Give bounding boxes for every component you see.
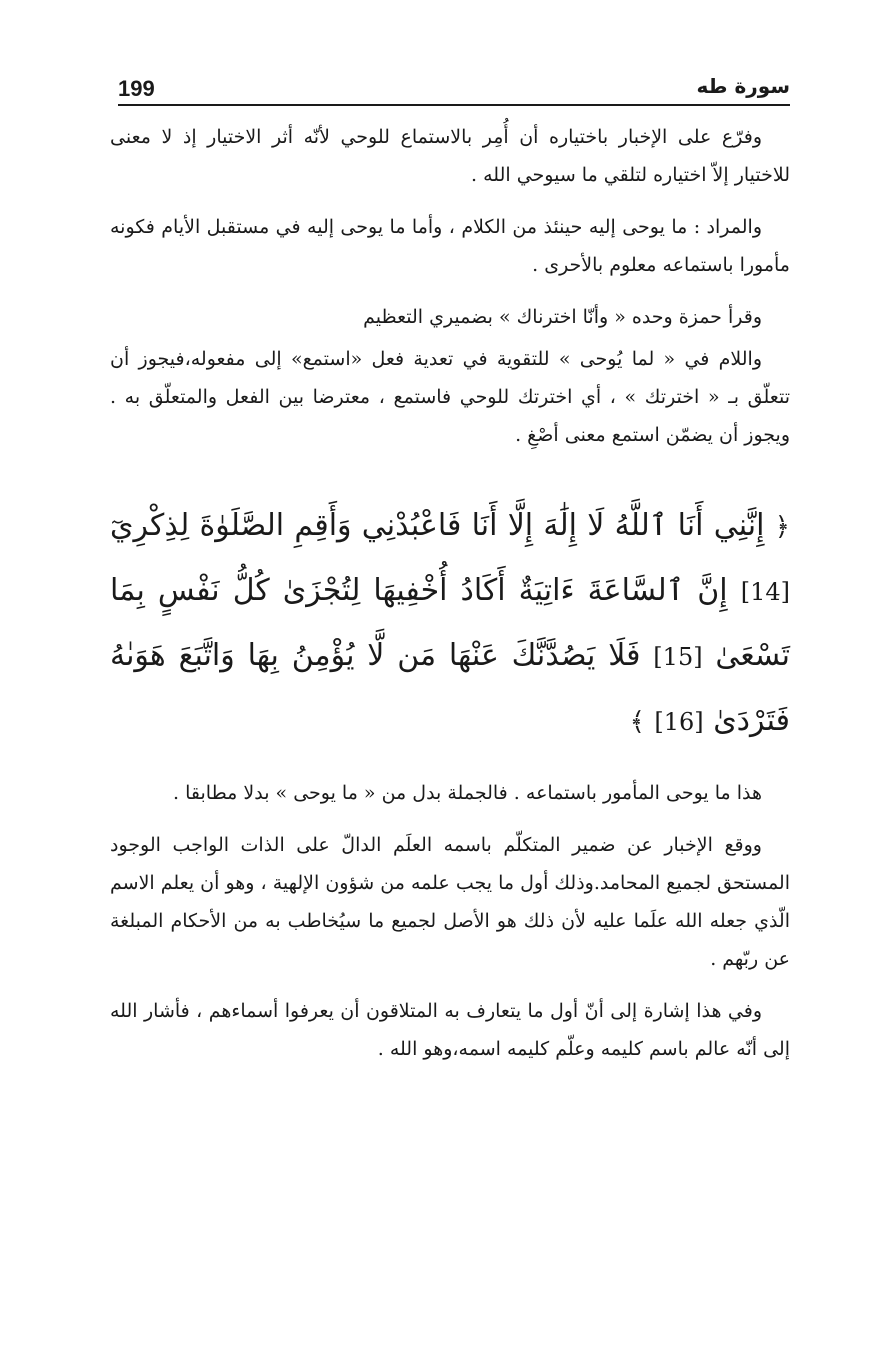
paragraph: وفي هذا إشارة إلى أنّ أول ما يتعارف به المتلاقون أن يعرفوا أسماءهم ، فأشار الله إلى أنّه عالم باسم كليمه وعلّم كليمه اسمه،وهو الله . — [110, 1000, 790, 1060]
verse-text: إِنَّ ٱلسَّاعَةَ ءَاتِيَةٌ أَكَادُ أُخْفِيهَا لِتُجْزَىٰ كُلُّ نَفْسٍ بِمَا تَسْعَىٰ — [110, 573, 791, 673]
paragraph: هذا ما يوحى المأمور باستماعه . فالجملة بدل من « ما يوحى » بدلا مطابقا . — [173, 782, 762, 804]
paragraph: ووقع الإخبار عن ضمير المتكلّم باسمه العلَم الدالّ على الذات الواجب الوجود المستحق لجميع المحامد.وذلك أول ما يجب علمه من شؤون الإلهية ، وهو أن يعلم الاسم الّذي جعله الله علَما عليه لأن ذلك هو الأصل لجميع ما سيُخاطب به من الأحكام المبلغة عن ربّهم . — [110, 834, 790, 970]
verse-number: [16] — [654, 708, 704, 736]
paragraph: واللام في « لما يُوحى » للتقوية في تعدية فعل «استمع» إلى مفعوله،فيجوز أن تتعلّق بـ « اخترتك » ، أي اخترتك للوحي فاستمع ، معترضا بين الفعل والمتعلّق به . ويجوز أن يضمّن استمع معنى أصْغِ . — [110, 348, 790, 446]
verse-number: [14] — [740, 578, 790, 606]
paragraph: وفرّع على الإخبار باختياره أن أُمِر بالاستماع للوحي لأنّه أثر الاختيار إذ لا معنى للاختيار إلاّ اختياره لتلقي ما سيوحي الله . — [110, 126, 790, 186]
header-divider — [118, 104, 790, 106]
quran-verse-block — [110, 494, 790, 754]
verse-text: فَلَا يَصُدَّنَّكَ عَنْهَا مَن لَّا يُؤْمِنُ بِهَا وَاتَّبَعَ هَوَىٰهُ فَتَرْدَىٰ — [110, 638, 790, 738]
page-header — [118, 74, 790, 102]
paragraph: وقرأ حمزة وحده « وأنّا اخترناك » بضميري التعظيم — [363, 306, 762, 328]
verse-close-brace: ﴾ — [629, 707, 645, 737]
surah-title: سورة طه — [696, 74, 790, 98]
verse-number: [15] — [653, 643, 703, 671]
page-number: 199 — [118, 76, 155, 101]
page-body — [110, 118, 790, 1068]
verse-text: إِنَّنِي أَنَا ٱللَّهُ لَا إِلَٰهَ إِلَّا أَنَا فَاعْبُدْنِي وَأَقِمِ الصَّلَوٰةَ لِذِكْرِيٓ — [110, 508, 765, 543]
paragraph: والمراد : ما يوحى إليه حينئذ من الكلام ، وأما ما يوحى إليه في مستقبل الأيام فكونه مأمورا باستماعه معلوم بالأحرى . — [110, 216, 790, 276]
verse-open-brace: ﴿ — [774, 512, 790, 542]
